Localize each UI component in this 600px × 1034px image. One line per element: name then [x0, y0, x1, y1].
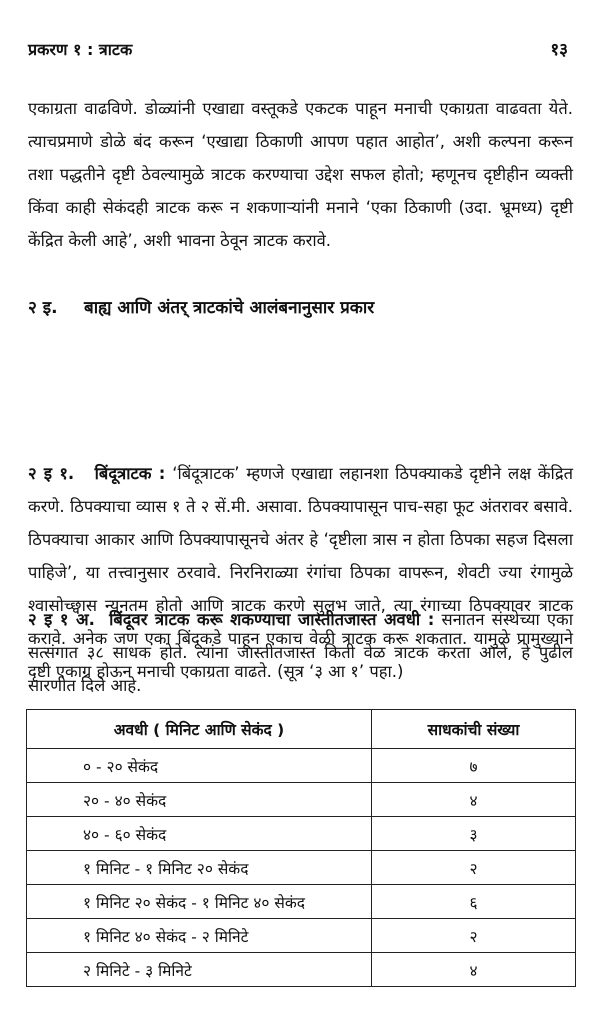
- table-header-row: [27, 710, 576, 749]
- table-row: [27, 851, 576, 885]
- table-cell-count: २: [372, 919, 576, 953]
- table-cell-duration: १ मिनिट ४० सेकंद - २ मिनिटे: [27, 919, 372, 953]
- section-title: बाह्य आणि अंतर् त्राटकांचे आलंबनानुसार प्रकार: [84, 298, 375, 318]
- chapter-title: प्रकरण १ : त्राटक: [28, 40, 133, 59]
- table-cell-count: ४: [372, 953, 576, 987]
- table-cell-count: २: [372, 851, 576, 885]
- subsubsection-title: बिंदूवर त्राटक करू शकण्याचा जास्तीतजास्त अवधी :: [109, 610, 435, 629]
- paragraph-3: [28, 603, 573, 702]
- table-cell-duration: १ मिनिट - १ मिनिट २० सेकंद: [27, 851, 372, 885]
- table-cell-duration: २ मिनिटे - ३ मिनिटे: [27, 953, 372, 987]
- table-cell-duration: ४० - ६० सेकंद: [27, 817, 372, 851]
- section-number: २ इ.: [28, 298, 58, 318]
- table-header-count: साधकांची संख्या: [372, 710, 576, 749]
- table-row: [27, 885, 576, 919]
- page-number: १३: [550, 40, 568, 60]
- subsection-number: २ इ १.: [28, 464, 75, 483]
- table-cell-duration: ० - २० सेकंद: [27, 749, 372, 783]
- subsubsection-number: २ इ १ अ.: [28, 610, 95, 629]
- table-cell-duration: २० - ४० सेकंद: [27, 783, 372, 817]
- paragraph-1: एकाग्रता वाढविणे. डोळ्यांनी एखाद्या वस्तूकडे एकटक पाहून मनाची एकाग्रता वाढवता येते. त्याचप्रमाणे डोळे बंद करून ‘एखाद्या ठिकाणी आपण पहात आहोत’, अशी कल्पना करून तशा पद्धतीने दृष्टी ठेवल्यामुळे त्राटक करण्याचा उद्देश सफल होतो; म्हणूनच दृष्टीहीन व्यक्ती किंवा काही सेकंदही त्राटक करू न शकणाऱ्यांनी मनाने ‘एका ठिकाणी (उदा. भ्रूमध्य) दृष्टी केंद्रित केली आहे’, अशी भावना ठेवून त्राटक करावे.: [28, 99, 573, 250]
- table-row: [27, 817, 576, 851]
- subsection-body: ‘बिंदूत्राटक’ म्हणजे एखाद्या लहानशा ठिपक्याकडे दृष्टीने लक्ष केंद्रित करणे. ठिपक्याचा व्यास १ ते २ सें.मी. असावा. ठिपक्यापासून पाच-सहा फूट अंतरावर बसावे. ठिपक्याचा आकार आणि ठिपक्यापासूनचे अंतर हे ‘दृष्टीला त्रास न होता ठिपका सहज दिसला पाहिजे’, या तत्त्वानुसार ठरवावे. निरनिराळ्या रंगांचा ठिपका वापरून, शेवटी ज्या रंगामुळे श्वासोच्छ्वास न्यूनतम होतो आणि त्राटक करणे सुलभ जाते, त्या रंगाच्या ठिपक्यावर त्राटक करावे. अनेक जण एका बिंदूकडे पाहून एकाच वेळी त्राटक करू शकतात. यामुळे प्रामुख्याने दृष्टी एकाग्र होऊन मनाची एकाग्रता वाढते. (सूत्र ‘३ आ १’ पहा.): [28, 464, 573, 681]
- table-cell-count: ६: [372, 885, 576, 919]
- table-cell-count: ४: [372, 783, 576, 817]
- table-row: [27, 783, 576, 817]
- table-header-duration: अवधी ( मिनिट आणि सेकंद ): [27, 710, 372, 749]
- table-row: [27, 749, 576, 783]
- table-row: [27, 919, 576, 953]
- subsection-title: बिंदूत्राटक :: [94, 464, 166, 483]
- section-heading: [28, 292, 573, 324]
- duration-table: [26, 709, 576, 987]
- table-cell-count: ३: [372, 817, 576, 851]
- subsubsection-body: सनातन संस्थेच्या एका सत्संगात ३८ साधक होते. त्यांना जास्तीतजास्त किती वेळ त्राटक करता आले, हे पुढील सारणीत दिले आहे.: [28, 610, 573, 695]
- table-cell-count: ७: [372, 749, 576, 783]
- running-header: [28, 38, 572, 62]
- table-cell-duration: १ मिनिट २० सेकंद - १ मिनिट ४० सेकंद: [27, 885, 372, 919]
- table-row: [27, 953, 576, 987]
